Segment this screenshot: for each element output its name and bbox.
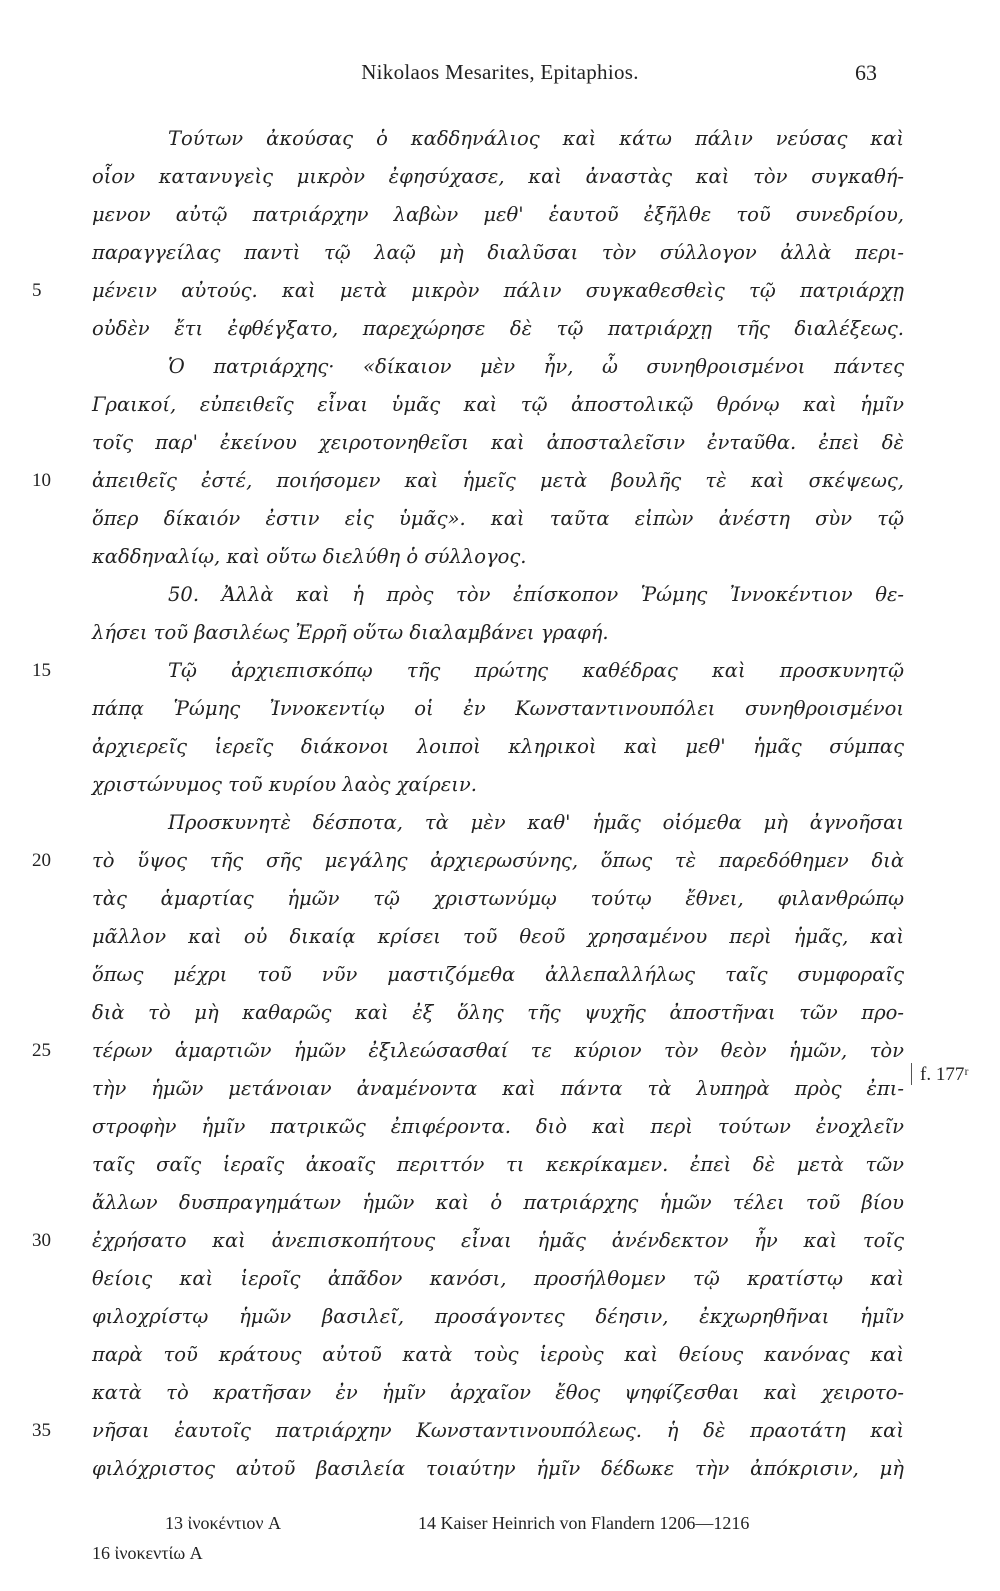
text-line: Προσκυνητὲ δέσποτα, τὰ μὲν καθ' ἡμᾶς οἰόμεθα μὴ ἀγνοῆσαι [168,811,904,834]
text-line: ἀπειθεῖς ἐστέ, ποιήσομεν καὶ ἡμεῖς μετὰ βουλῆς τὲ καὶ σκέψεως, [92,469,904,492]
text-line: λήσει τοῦ βασιλέως Ἐρρῆ οὕτω διαλαμβάνει γραφή. [92,621,609,644]
text-line: Γραικοί, εὐπειθεῖς εἶναι ὑμᾶς καὶ τῷ ἀποστολικῷ θρόνῳ καὶ ἡμῖν [92,393,904,416]
text-line: παρὰ τοῦ κράτους αὐτοῦ κατὰ τοὺς ἱεροὺς καὶ θείους κανόνας καὶ [92,1343,904,1366]
text-line: πάπᾳ Ῥώμης Ἰννοκεντίῳ οἱ ἐν Κωνσταντινουπόλει συνηθροισμένοι [92,697,904,720]
text-line: φιλοχρίστῳ ἡμῶν βασιλεῖ, προσάγοντες δέησιν, ἐκχωρηθῆναι ἡμῖν [92,1305,904,1328]
line-number: 10 [32,470,51,491]
folio-divider [911,1063,912,1085]
line-number: 15 [32,660,51,681]
text-line: τὸ ὕψος τῆς σῆς μεγάλης ἀρχιερωσύνης, ὅπως τὲ παρεδόθημεν διὰ [92,849,904,872]
text-line: διὰ τὸ μὴ καθαρῶς καὶ ἐξ ὅλης τῆς ψυχῆς ἀποστῆναι τῶν προ- [92,1001,904,1024]
text-line: παραγγείλας παντὶ τῷ λαῷ μὴ διαλῦσαι τὸν σύλλογον ἀλλὰ περι- [92,241,904,264]
text-line: Ὁ πατριάρχης· «δίκαιον μὲν ἦν, ὦ συνηθροισμένοι πάντες [168,355,904,378]
footnote-16: 16 ἰνοκεντίω A [92,1543,203,1563]
text-line: ἄλλων δυσπραγημάτων ἡμῶν καὶ ὁ πατριάρχης ἡμῶν τέλει τοῦ βίου [92,1191,904,1214]
text-line: τέρων ἁμαρτιῶν ἡμῶν ἐξιλεώσασθαί τε κύριον τὸν θεὸν ἡμῶν, τὸν [92,1039,904,1062]
line-number: 25 [32,1040,51,1061]
text-line: ἐχρήσατο καὶ ἀνεπισκοπήτους εἶναι ἡμᾶς ἀνένδεκτον ἦν καὶ τοῖς [92,1229,904,1252]
text-line: τοῖς παρ' ἐκείνου χειροτονηθεῖσι καὶ ἀποσταλεῖσιν ἐνταῦθα. ἐπεὶ δὲ [92,431,904,454]
text-line: φιλόχριστος αὐτοῦ βασιλεία τοιαύτην ἡμῖν δέδωκε τὴν ἀπόκρισιν, μὴ [92,1457,904,1480]
line-number: 20 [32,850,51,871]
text-line: νῆσαι ἑαυτοῖς πατριάρχην Κωνσταντινουπόλεως. ἡ δὲ πραοτάτη καὶ [92,1419,904,1442]
text-line: κατὰ τὸ κρατῆσαν ἐν ἡμῖν ἀρχαῖον ἔθος ψηφίζεσθαι καὶ χειροτο- [92,1381,904,1404]
footnote-14: 14 Kaiser Heinrich von Flandern 1206—1216 [418,1513,750,1533]
text-line: Τῷ ἀρχιεπισκόπῳ τῆς πρώτης καθέδρας καὶ προσκυνητῷ [168,659,904,682]
text-line: τὰς ἁμαρτίας ἡμῶν τῷ χριστωνύμῳ τούτῳ ἔθνει, φιλανθρώπῳ [92,887,904,910]
text-line: οὐδὲν ἔτι ἐφθέγξατο, παρεχώρησε δὲ τῷ πατριάρχῃ τῆς διαλέξεως. [92,317,904,340]
text-line: Τούτων ἀκούσας ὁ καδδηνάλιος καὶ κάτω πάλιν νεύσας καὶ [168,127,904,150]
footnote-13: 13 ἰνοκέντιον A [165,1513,281,1533]
text-line: στροφὴν ἡμῖν πατρικῶς ἐπιφέροντα. διὸ καὶ περὶ τούτων ἐνοχλεῖν [92,1115,904,1138]
text-line: μένειν αὐτούς. καὶ μετὰ μικρὸν πάλιν συγκαθεσθεὶς τῷ πατριάρχῃ [92,279,904,302]
folio-marker: f. 177ʳ [920,1064,969,1085]
line-number: 5 [32,280,42,301]
text-line: ὅπερ δίκαιόν ἐστιν εἰς ὑμᾶς». καὶ ταῦτα εἰπὼν ἀνέστη σὺν τῷ [92,507,904,530]
text-line: μενον αὐτῷ πατριάρχην λαβὼν μεθ' ἑαυτοῦ ἐξῆλθε τοῦ συνεδρίου, [92,203,904,226]
text-line: ταῖς σαῖς ἱεραῖς ἀκοαῖς περιττόν τι κεκρίκαμεν. ἐπεὶ δὲ μετὰ τῶν [92,1153,904,1176]
text-line: 50. Ἀλλὰ καὶ ἡ πρὸς τὸν ἐπίσκοπον Ῥώμης Ἰννοκέντιον θε- [168,583,904,606]
text-line: θείοις καὶ ἱεροῖς ἀπᾶδον κανόσι, προσήλθομεν τῷ κρατίστῳ καὶ [92,1267,904,1290]
text-line: χριστώνυμος τοῦ κυρίου λαὸς χαίρειν. [92,773,477,796]
text-line: ἀρχιερεῖς ἱερεῖς διάκονοι λοιποὶ κληρικοὶ καὶ μεθ' ἡμᾶς σύμπας [92,735,904,758]
text-line: οἷον κατανυγεὶς μικρὸν ἐφησύχασε, καὶ ἀναστὰς καὶ τὸν συγκαθή- [92,165,904,188]
text-line: ὅπως μέχρι τοῦ νῦν μαστιζόμεθα ἀλλεπαλλήλως ταῖς συμφοραῖς [92,963,904,986]
text-line: μᾶλλον καὶ οὐ δικαίᾳ κρίσει τοῦ θεοῦ χρησαμένου περὶ ἡμᾶς, καὶ [92,925,904,948]
line-number: 35 [32,1420,51,1441]
text-line: τὴν ἡμῶν μετάνοιαν ἀναμένοντα καὶ πάντα τὰ λυπηρὰ πρὸς ἐπι- [92,1077,904,1100]
header-title: Nikolaos Mesarites, Epitaphios. [361,60,639,84]
line-number: 30 [32,1230,51,1251]
text-line: καδδηναλίῳ, καὶ οὕτω διελύθη ὁ σύλλογος. [92,545,527,568]
page-number: 63 [855,60,877,85]
